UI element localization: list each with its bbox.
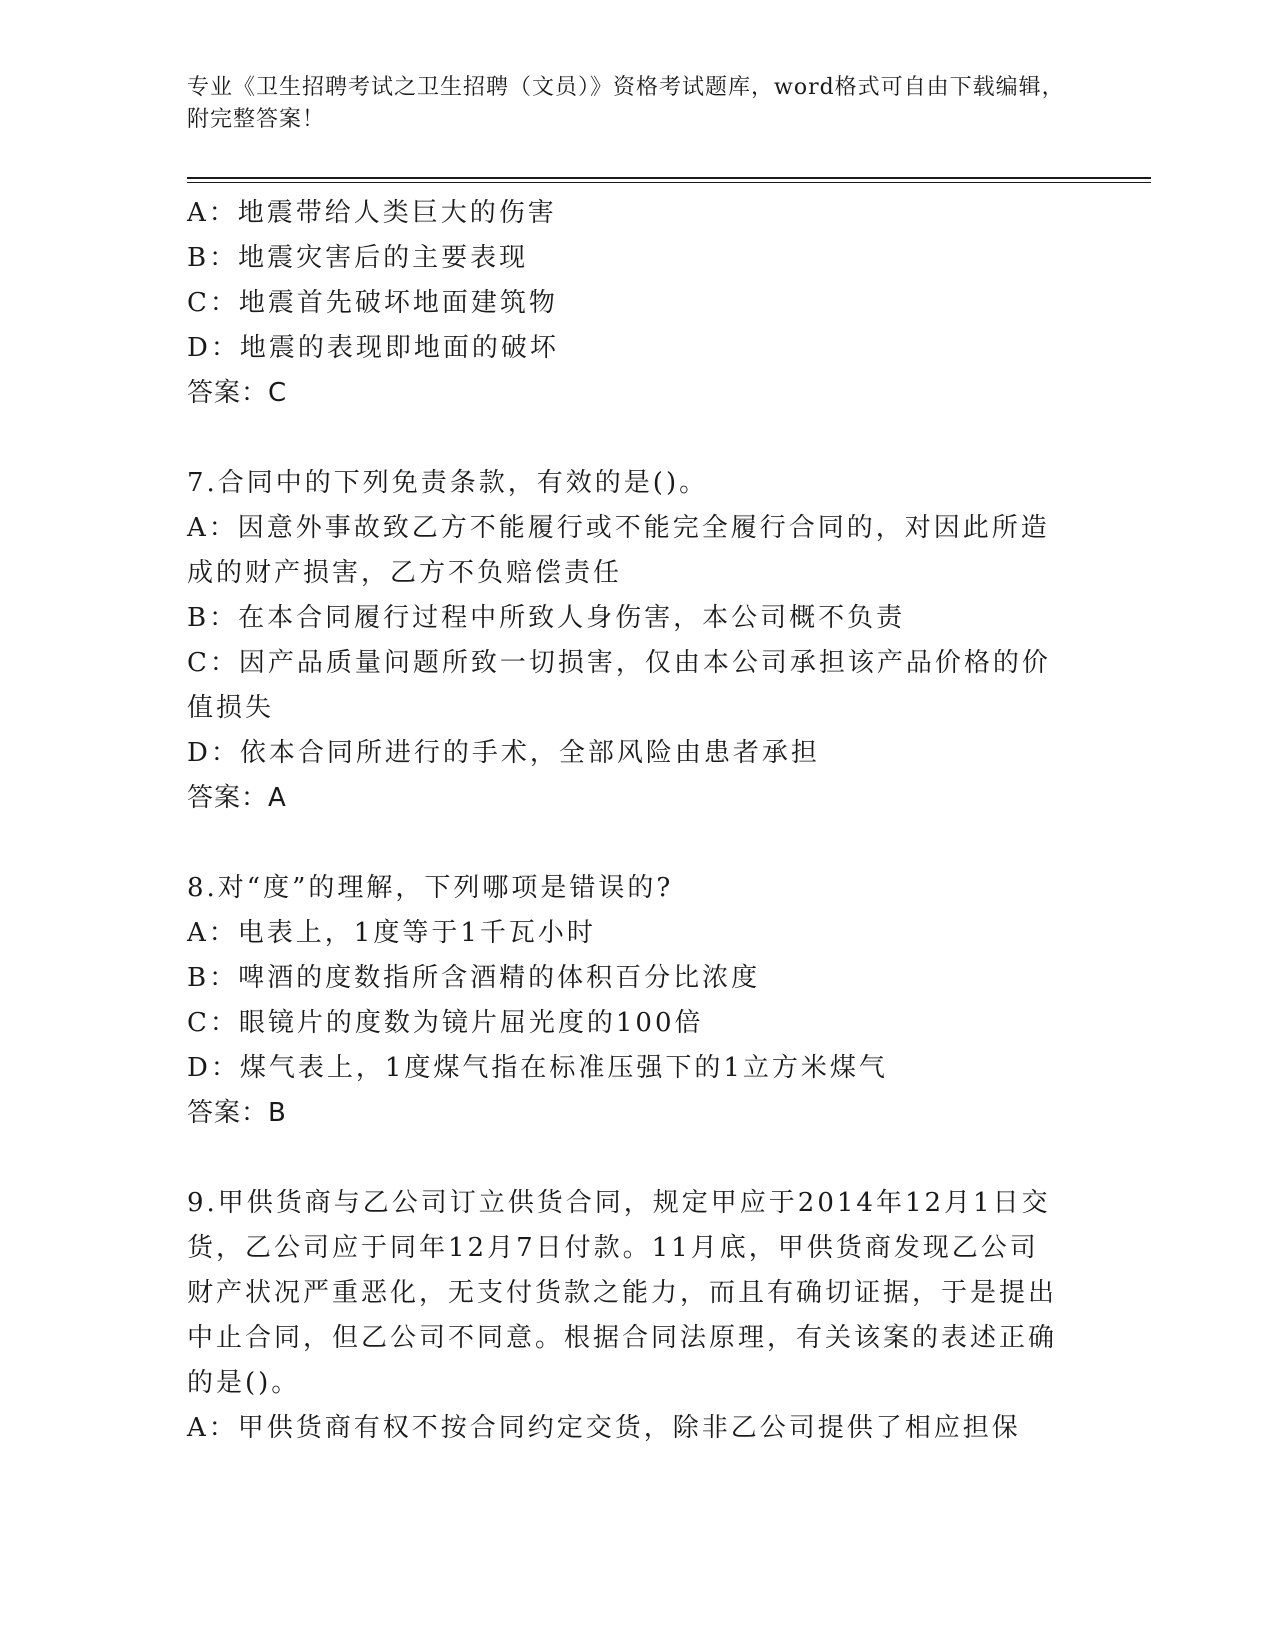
q6-option-d: D：地震的表现即地面的破坏 [187,333,559,363]
q6-answer: 答案：C [187,378,288,408]
q8-option-b: B：啤酒的度数指所含酒精的体积百分比浓度 [187,963,761,993]
q7-option-b: B：在本合同履行过程中所致人身伤害，本公司概不负责 [187,603,906,633]
q8-answer: 答案：B [187,1098,287,1128]
document-header: 专业《卫生招聘考试之卫生招聘（文员）》资格考试题库，word格式可自由下载编辑，附完整答案！ [187,75,1065,132]
q7-question: 7.合同中的下列免责条款，有效的是()。 [187,468,709,498]
q6-option-c: C：地震首先破坏地面建筑物 [187,288,558,318]
spacer [187,821,1067,866]
q7-answer: 答案：A [187,783,287,813]
q6-option-a: A：地震带给人类巨大的伤害 [187,198,557,228]
q6-option-b: B：地震灾害后的主要表现 [187,243,529,273]
q9-option-a: A：甲供货商有权不按合同约定交货，除非乙公司提供了相应担保 [187,1413,1021,1443]
spacer [187,1136,1067,1181]
q7-option-d: D：依本合同所进行的手术，全部风险由患者承担 [187,738,820,768]
q8-question: 8.对“度”的理解，下列哪项是错误的? [187,873,674,903]
question-content [187,191,1067,1451]
q8-option-c: C：眼镜片的度数为镜片屈光度的100倍 [187,1008,704,1038]
q7-option-c: C：因产品质量问题所致一切损害，仅由本公司承担该产品价格的价值损失 [187,648,1051,723]
q9-question: 9.甲供货商与乙公司订立供货合同，规定甲应于2014年12月1日交货，乙公司应于同年12月7日付款。11月底，甲供货商发现乙公司财产状况严重恶化，无支付货款之能力，而且有确切证据，于是提出中止合同，但乙公司不同意。根据合同法原理，有关该案的表述正确的是()。 [187,1188,1058,1398]
q7-option-a: A：因意外事故致乙方不能履行或不能完全履行合同的，对因此所造成的财产损害，乙方不负赔偿责任 [187,513,1050,588]
q8-option-a: A：电表上，1度等于1千瓦小时 [187,918,596,948]
header-divider-thick [187,177,1151,179]
spacer [187,416,1067,461]
header-divider-thin [187,182,1151,183]
q8-option-d: D：煤气表上，1度煤气指在标准压强下的1立方米煤气 [187,1053,888,1083]
